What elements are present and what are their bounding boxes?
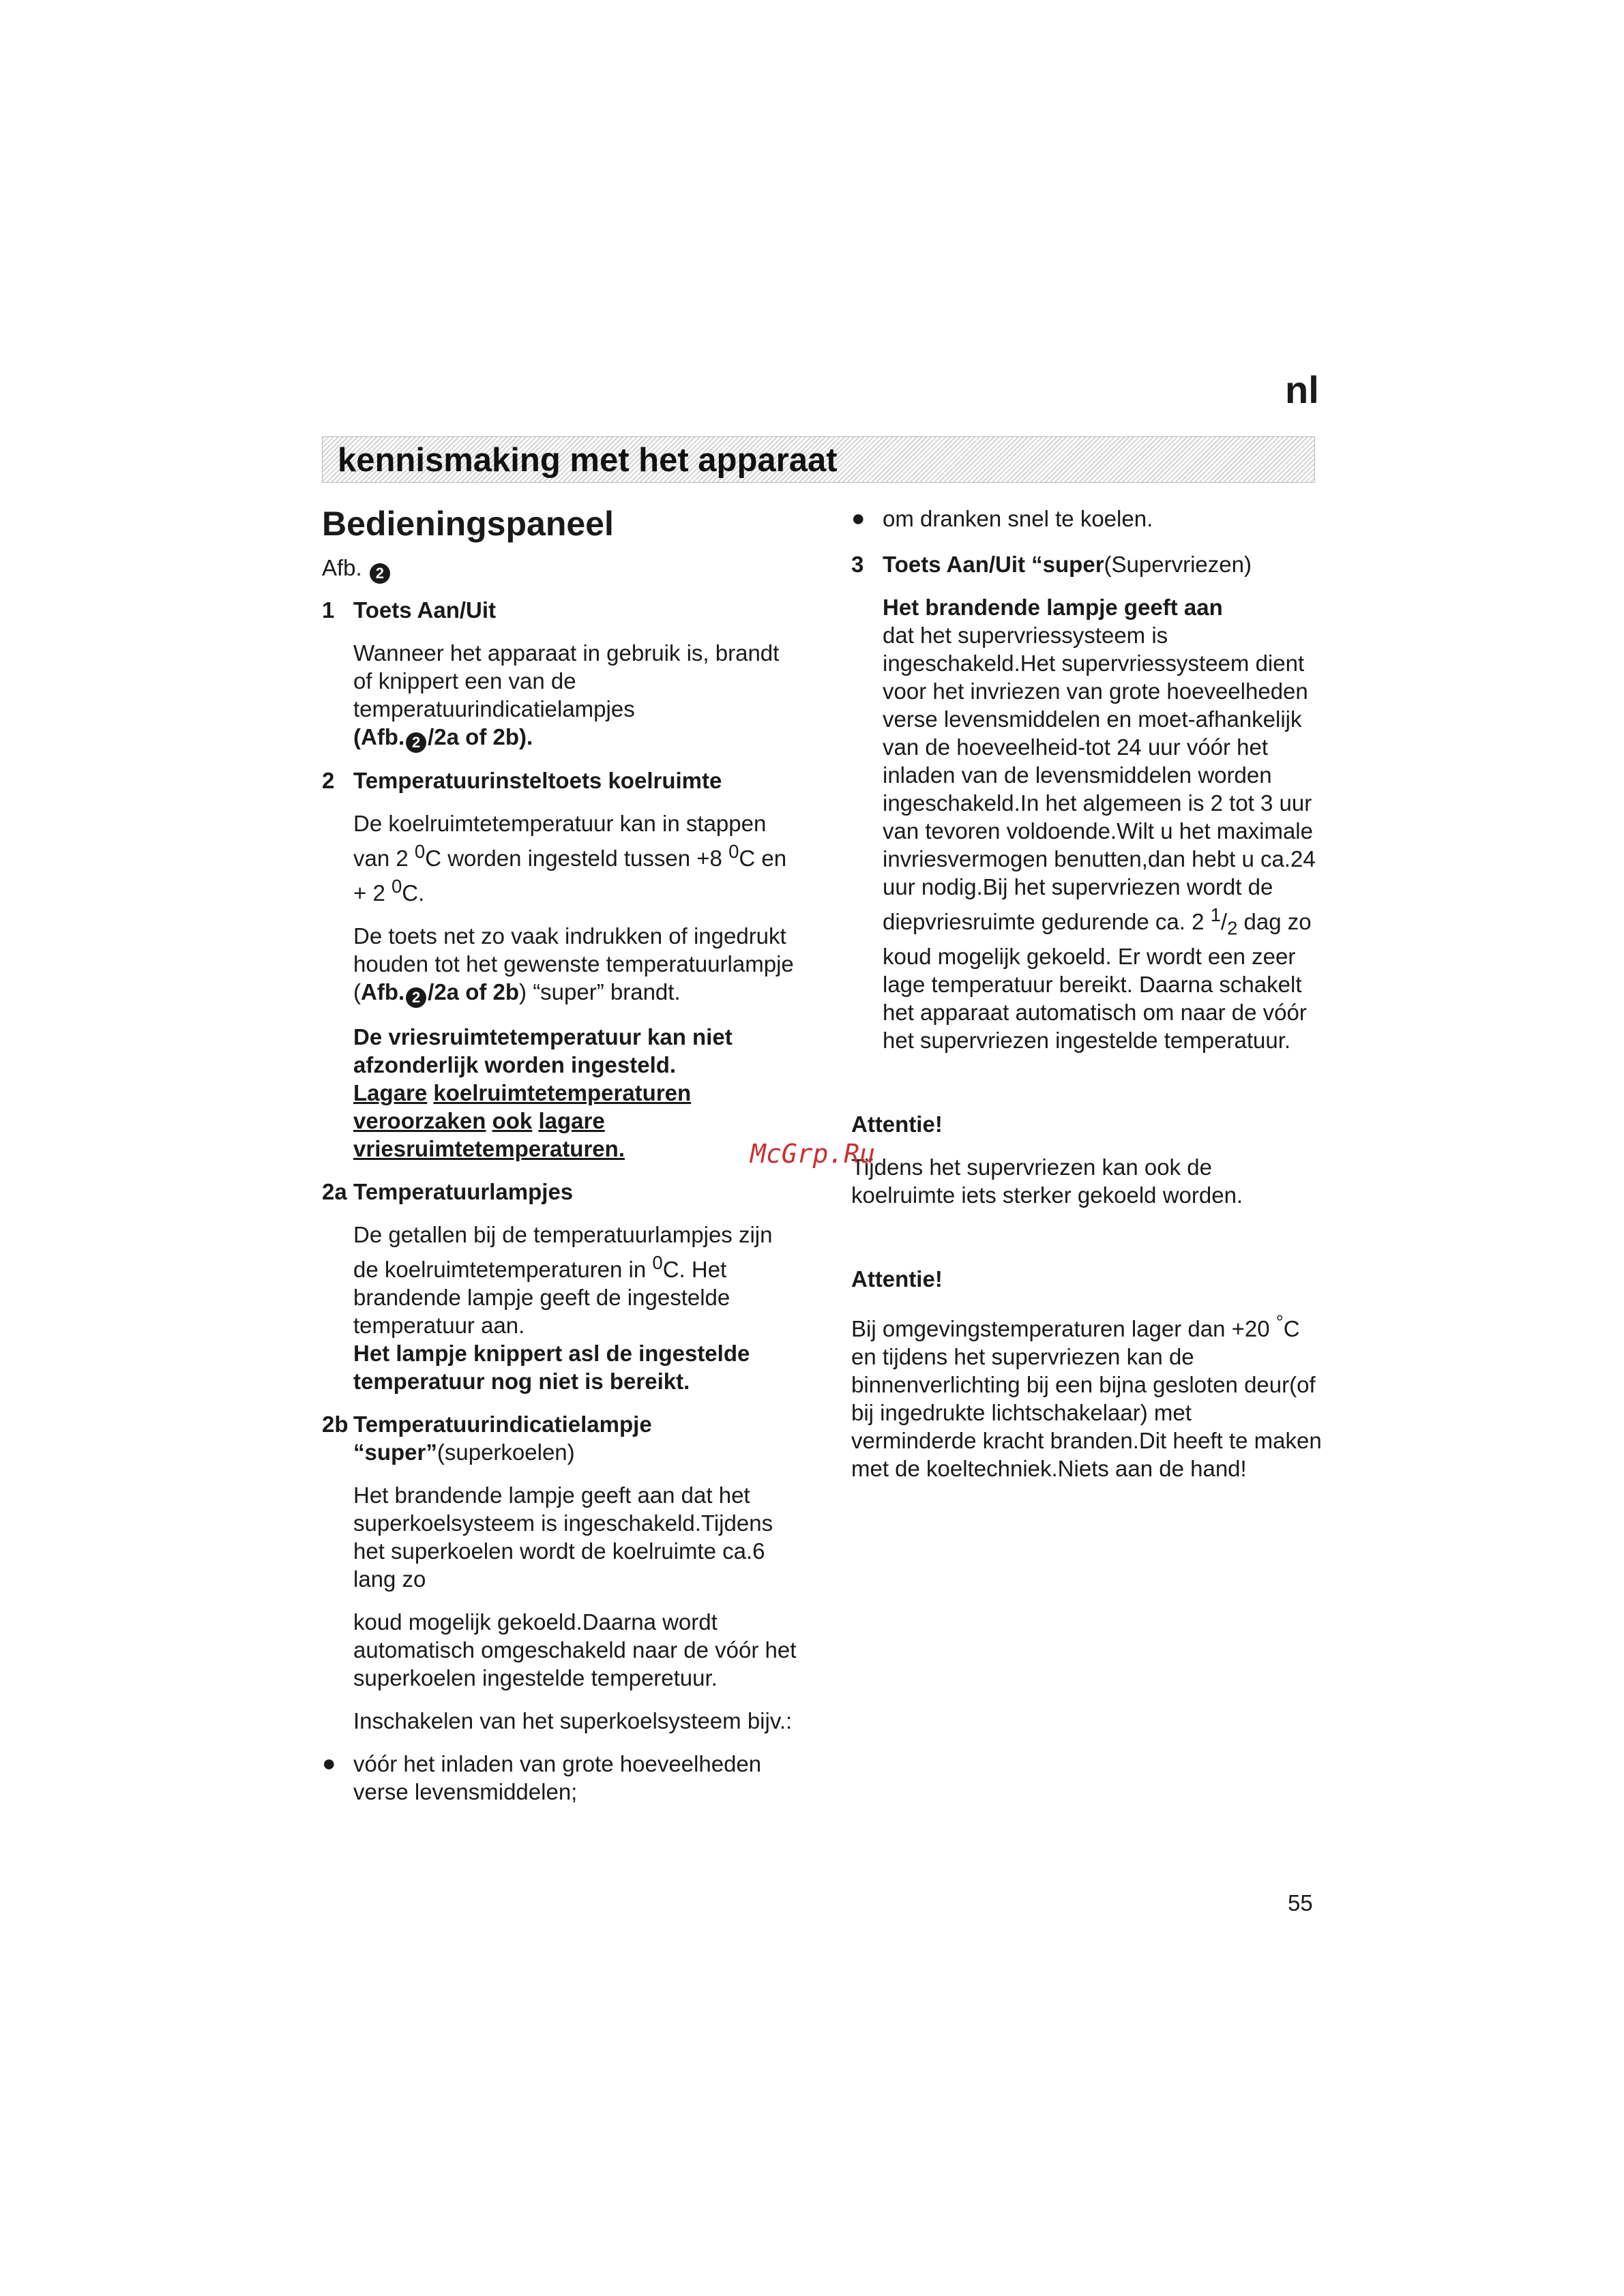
underlined-text: Lagare [353,1080,428,1105]
note-1 [851,1110,1322,1209]
text: C. Het brandende lampje geeft de ingestelde temperatuur aan. [353,1257,730,1338]
figure-number-badge: 2 [370,563,390,584]
bold-paragraph: Het lampje knippert asl de ingestelde temperatuur nog niet is bereikt. [353,1341,750,1394]
note-title: Attentie! [851,1111,943,1137]
item-label-suffix: (superkoelen) [437,1440,575,1465]
bullet-item [851,505,1322,533]
fraction-denominator: 2 [1227,917,1238,939]
paragraph [353,809,799,907]
paragraph: dat het supervriessysteem is ingeschakeld.Het supervriessysteem dient voor het invriezen van grote hoeveelheden verse levensmiddelen en moet-afhankelijk van de hoeveelheid-tot 24 uur vóór het inladen van de levensmiddelen worden ingeschakeld.In het algemeen is 2 tot 3 uur van tevoren voldoende.Wilt u het maximale invriesvermogen benutten,dan hebt u ca.24 uur nodig.Bij het supervriezen wordt de diepvriesruimte gedurende ca. 2 $^1/_2$ dag zo koud mogelijk gekoeld. Er wordt een zeer lage temperatuur bereikt. Daarna schakelt het apparaat automatisch om naar de vóór het supervriezen ingestelde temperatuur. [883,623,1316,1053]
item-2b-body [322,1481,799,1735]
ref-text: Afb. [361,979,405,1004]
item-2-heading [322,766,799,794]
item-2-body [322,809,799,1163]
text: Bij omgevingstemperaturen lager dan +20 [851,1315,1276,1341]
item-label: Toets Aan/Uit [353,597,497,623]
item-label: Temperatuurlampjes [353,1179,574,1204]
text: C worden ingesteld tussen +8 [425,846,729,871]
warning-paragraph [353,1023,799,1163]
language-code: nl [1285,368,1319,411]
underlined-text: veroorzaken [353,1108,486,1133]
item-label: Temperatuurinsteltoets koelruimte [353,768,722,793]
item-label-group [353,1410,652,1466]
item-number: 2b [322,1412,349,1437]
item-label: Temperatuurindicatielampje [353,1412,652,1437]
item-label: “super” [353,1440,437,1465]
text: De koelruimtetemperatuur kan in stappen van 2 [353,811,767,871]
bullet-text: vóór het inladen van grote hoeveelheden verse levensmiddelen; [353,1751,762,1804]
figure-number-badge: 2 [406,732,426,753]
text: C. [402,880,425,906]
figure-ref [322,554,799,584]
right-column [851,505,1322,1482]
figure-number-badge: 2 [406,987,426,1008]
note-text: Tijdens het supervriezen kan ook de koelruimte iets sterker gekoeld worden. [851,1154,1243,1208]
paragraph: Inschakelen van het superkoelsysteem bijv.: [353,1708,793,1733]
ref-text: (Afb. [353,724,405,749]
bullet-item [322,1750,799,1806]
item-3-heading [851,550,1322,578]
paragraph: Het brandende lampje geeft aan dat het superkoelsysteem is ingeschakeld.Tijdens het superkoelen wordt de koelruimte ca.6 lang zo [353,1482,773,1592]
paragraph: koud mogelijk gekoeld.Daarna wordt automatisch omgeschakeld naar de vóór het superkoelen ingestelde temperetuur. [353,1609,797,1690]
text: C en tijdens het supervriezen kan de binnenverlichting bij een bijna gesloten deur(of bij ingedrukte lichtschakelaar) met verminderde kracht branden.Dit heeft te maken met de koeltechniek.Niets aan de hand! [851,1315,1322,1481]
text: dag zo koud mogelijk gekoeld. Er wordt een zeer lage temperatuur bereikt. Daarna schakelt het apparaat automatisch om naar de vóór het supervriezen ingestelde temperatuur. [883,909,1312,1053]
underlined-text: ook [492,1108,533,1133]
item-3-body [851,593,1322,1054]
item-number: 1 [322,597,335,623]
text: De getallen bij de temperatuurlampjes zijn de koelruimtetemperaturen in [353,1222,773,1282]
bullet-icon: ● [322,1750,336,1776]
underlined-text: lagare [538,1108,605,1133]
fraction-numerator: 1 [1210,904,1221,925]
item-label: Toets Aan/Uit “super [883,552,1104,577]
item-label-suffix: (Supervriezen) [1104,552,1252,577]
degree-symbol: ° [1275,1311,1284,1332]
ref-text: /2a of 2b). [428,724,533,749]
banner-title: kennismaking met het apparaat [338,442,838,479]
item-1-heading [322,596,799,624]
text: Wanneer het apparaat in gebruik is, brandt of knippert een van de temperatuurindicatielampjes [353,640,780,721]
item-number: 2 [322,768,335,793]
section-banner [322,436,1315,483]
figure-ref-label: Afb. [322,555,362,580]
text: ) “super” brandt. [519,979,681,1004]
text: De toets net zo vaak indrukken of ingedrukt houden tot het gewenste temperatuurlampje ( [353,923,794,1004]
page-heading: Bedieningspaneel [322,505,614,543]
note-text [851,1308,1322,1482]
underlined-text: vriesruimtetemperaturen. [353,1136,625,1161]
text: dat het supervriessysteem is ingeschakeld.Het supervriessysteem dient voor het invriezen van grote hoeveelheden verse levensmiddelen en moet-afhankelijk van de hoeveelheid-tot 24 uur vóór het inladen van de levensmiddelen worden ingeschakeld.In het algemeen is 2 tot 3 uur van tevoren voldoende.Wilt u het maximale invriesvermogen benutten,dan hebt u ca.24 uur nodig.Bij het supervriezen wordt de diepvriesruimte gedurende ca. 2 [883,623,1316,934]
paragraph [353,1221,799,1339]
bold-paragraph: Het brandende lampje geeft aan [883,595,1223,620]
superscript: 0 [414,841,426,862]
ref-text: /2a of 2b [428,979,520,1004]
paragraph [353,639,799,753]
item-label-group [883,550,1252,578]
item-2a-body [322,1221,799,1395]
note-2 [851,1265,1322,1482]
item-number: 3 [851,552,864,577]
text: De vriesruimtetemperatuur kan niet afzonderlijk worden ingesteld. [353,1024,733,1077]
note-title: Attentie! [851,1266,943,1292]
item-1-body [322,639,799,753]
left-column [322,503,799,1806]
paragraph [353,922,799,1008]
superscript: 0 [391,876,402,897]
watermark: McGrp.Ru [750,1139,876,1169]
bullet-icon: ● [851,505,866,531]
item-2b-heading [322,1410,799,1466]
text: C en + 2 [353,846,787,906]
superscript: 0 [728,841,739,862]
underlined-text: koelruimtetemperaturen [433,1080,692,1105]
item-number: 2a [322,1179,347,1204]
item-2a-heading [322,1178,799,1206]
page-number: 55 [1288,1890,1313,1915]
superscript: 0 [652,1252,663,1273]
bullet-text: om dranken snel te koelen. [883,506,1153,531]
